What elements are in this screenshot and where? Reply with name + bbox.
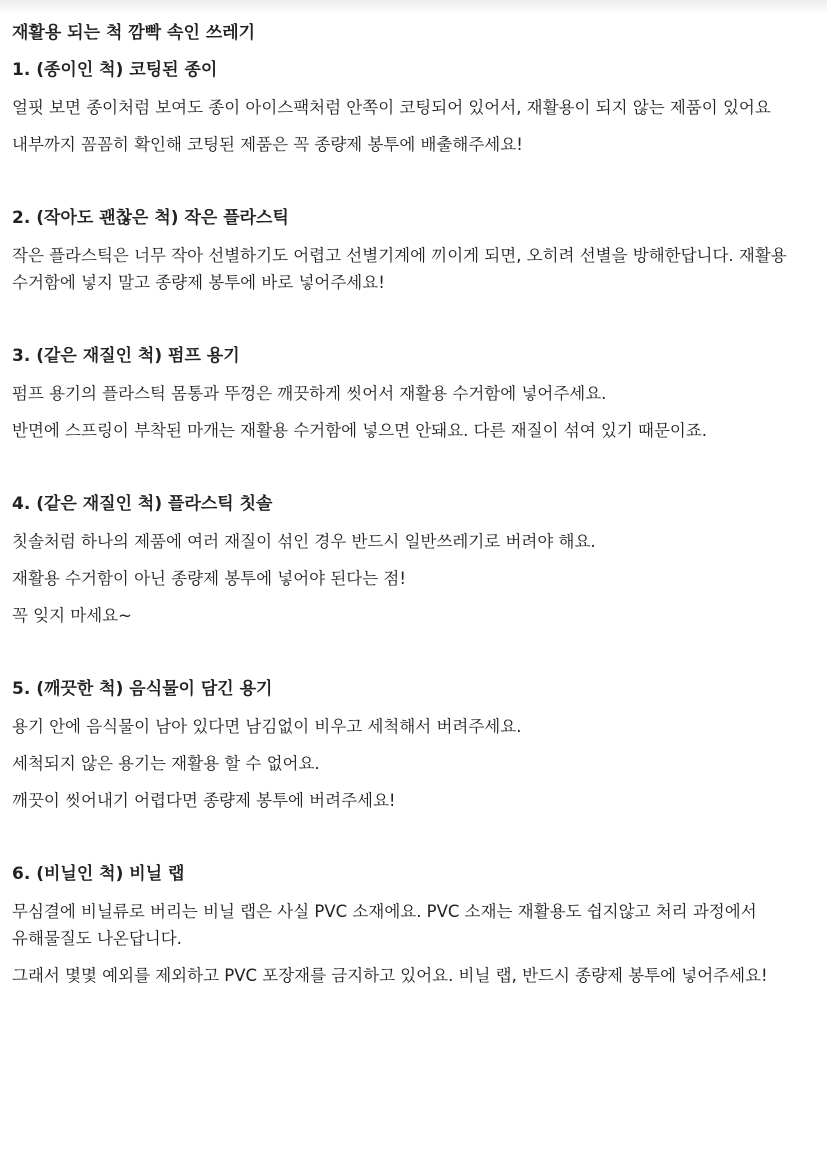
- paragraph: 칫솔처럼 하나의 제품에 여러 재질이 섞인 경우 반드시 일반쓰레기로 버려야 해요.: [12, 532, 596, 551]
- paragraph: 작은 플라스틱은 너무 작아 선별하기도 어렵고 선별기계에 끼이게 되면, 오히려 선별을 방해한답니다. 재활용 수거함에 넣지 말고 종량제 봉투에 바로 넣어주세요!: [12, 246, 787, 292]
- spacer: [12, 168, 817, 195]
- spacer: [12, 454, 817, 481]
- top-shadow: [0, 0, 827, 14]
- paragraph: 꼭 잊지 마세요~: [12, 606, 132, 625]
- section-heading-1: 1. (종이인 척) 코팅된 종이: [12, 60, 218, 80]
- spacer: [12, 306, 817, 333]
- section-heading-5: 5. (깨끗한 척) 음식물이 담긴 용기: [12, 679, 273, 699]
- section-heading-6: 6. (비닐인 척) 비닐 랩: [12, 864, 185, 884]
- section-heading-4: 4. (같은 재질인 척) 플라스틱 칫솔: [12, 494, 273, 514]
- section-heading-3: 3. (같은 재질인 척) 펌프 용기: [12, 346, 240, 366]
- article-title: 재활용 되는 척 깜빡 속인 쓰레기: [12, 23, 256, 43]
- spacer: [12, 824, 817, 851]
- section-heading-2: 2. (작아도 괜찮은 척) 작은 플라스틱: [12, 208, 289, 228]
- article-body: [12, 20, 817, 999]
- paragraph: 펌프 용기의 플라스틱 몸통과 뚜껑은 깨끗하게 씻어서 재활용 수거함에 넣어주세요.: [12, 384, 607, 403]
- paragraph: 얼핏 보면 종이처럼 보여도 종이 아이스팩처럼 안쪽이 코팅되어 있어서, 재활용이 되지 않는 제품이 있어요: [12, 98, 771, 117]
- paragraph: 세척되지 않은 용기는 재활용 할 수 없어요.: [12, 754, 320, 773]
- spacer: [12, 639, 817, 666]
- paragraph: 재활용 수거함이 아닌 종량제 봉투에 넣어야 된다는 점!: [12, 569, 406, 588]
- paragraph: 무심결에 비닐류로 버리는 비닐 랩은 사실 PVC 소재에요. PVC 소재는 재활용도 쉽지않고 처리 과정에서 유해물질도 나온답니다.: [12, 902, 757, 948]
- paragraph: 내부까지 꼼꼼히 확인해 코팅된 제품은 꼭 종량제 봉투에 배출해주세요!: [12, 135, 523, 154]
- paragraph: 깨끗이 씻어내기 어렵다면 종량제 봉투에 버려주세요!: [12, 791, 396, 810]
- paragraph: 용기 안에 음식물이 남아 있다면 남김없이 비우고 세척해서 버려주세요.: [12, 717, 522, 736]
- paragraph: 그래서 몇몇 예외를 제외하고 PVC 포장재를 금지하고 있어요. 비닐 랩, 반드시 종량제 봉투에 넣어주세요!: [12, 966, 768, 985]
- paragraph: 반면에 스프링이 부착된 마개는 재활용 수거함에 넣으면 안돼요. 다른 재질이 섞여 있기 때문이죠.: [12, 421, 708, 440]
